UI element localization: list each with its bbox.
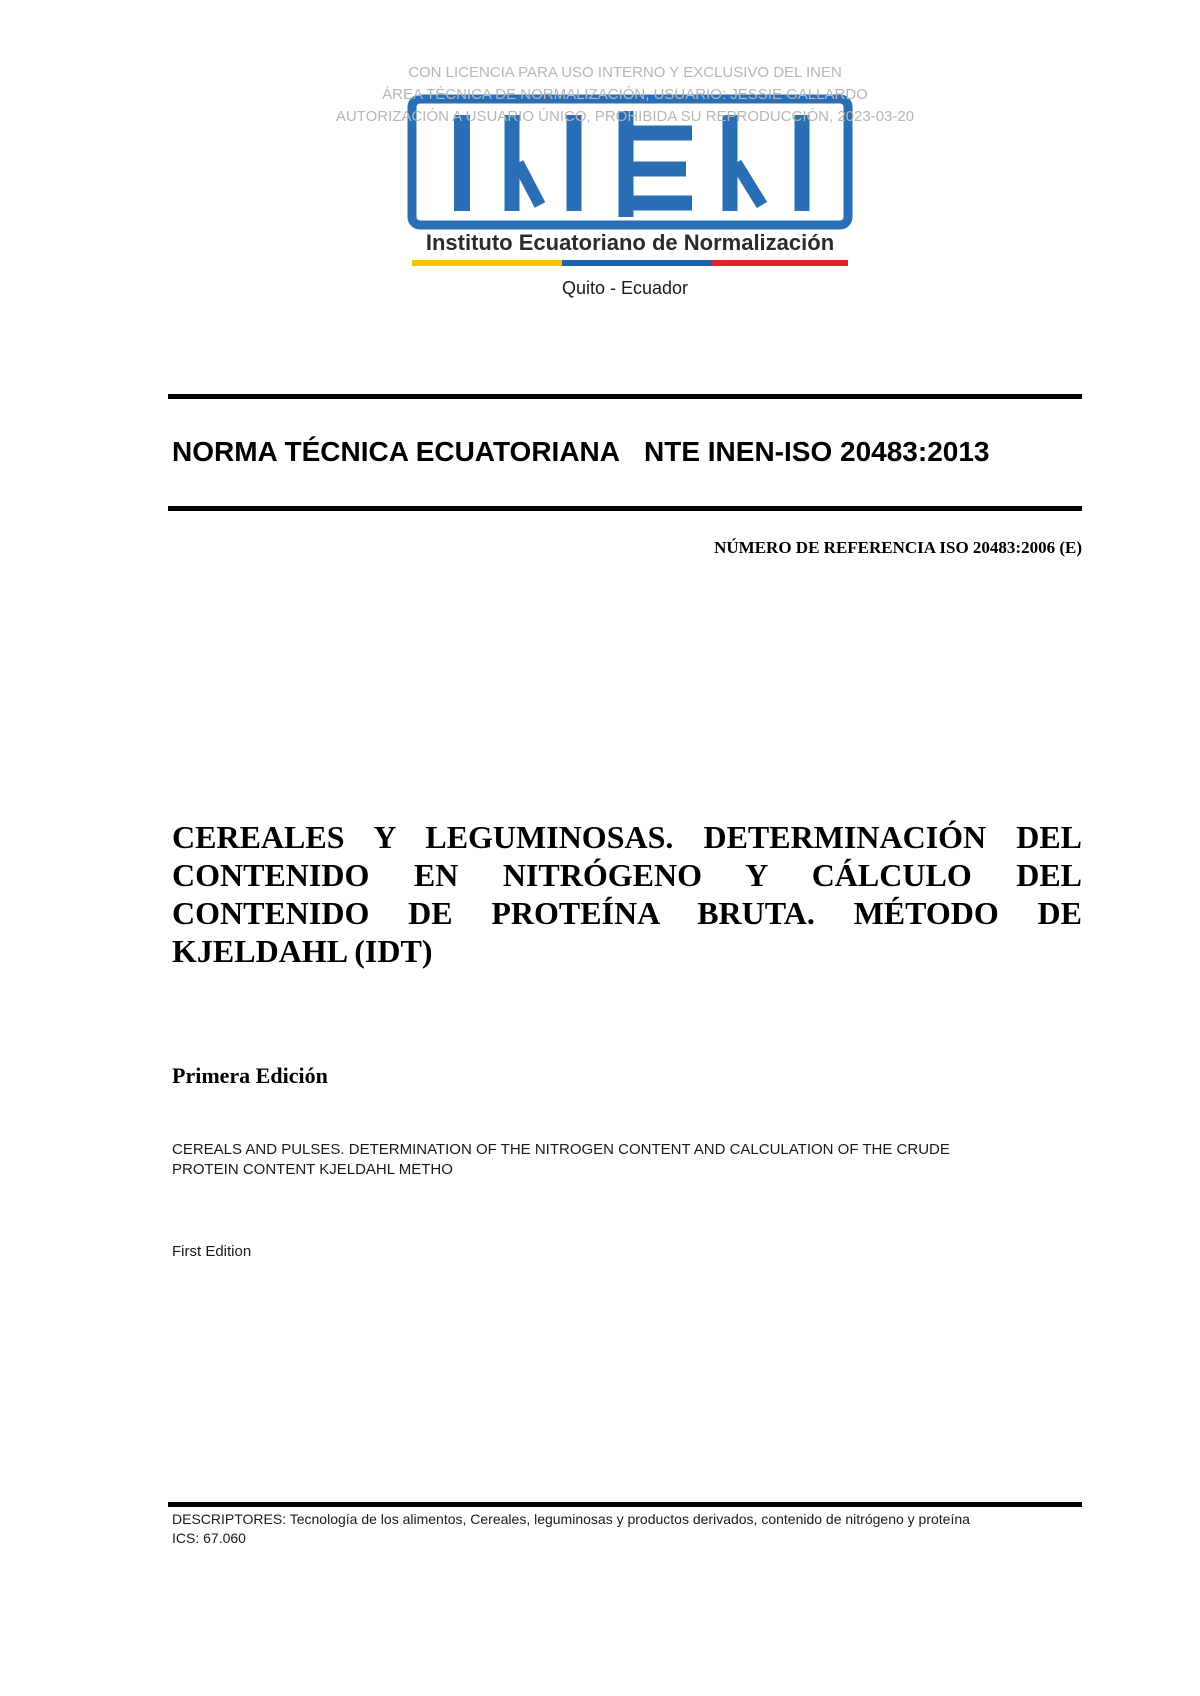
norm-title [172,436,990,468]
city-label: Quito - Ecuador [561,278,689,298]
watermark-line-1: CON LICENCIA PARA USO INTERNO Y EXCLUSIVO DEL INEN [408,64,842,81]
logo-institute-name: Instituto Ecuatoriano de Normalización [425,230,835,255]
watermark-line-3: AUTORIZACIÓN A USUARIO ÚNICO, PROHIBIDA SU REPRODUCCIÓN, 2023-03-20 [335,108,915,125]
title-en-line-1: CEREALS AND PULSES. DETERMINATION OF THE NITROGEN CONTENT AND CALCULATION OF THE CRUDE [172,1141,950,1158]
document-title-en [172,1140,1072,1180]
middle-rule [168,506,1082,511]
title-en-line-2: PROTEIN CONTENT KJELDAHL METHO [172,1161,453,1178]
norm-type: NORMA TÉCNICA ECUATORIANA [172,436,620,467]
top-rule [168,394,1082,399]
document-title-es: CEREALES Y LEGUMINOSAS. DETERMINACIÓN DEL CONTENIDO EN NITRÓGENO Y CÁLCULO DEL CONTENIDO DE PROTEÍNA BRUTA. MÉTODO DE KJELDAHL (IDT) [172,819,1082,969]
descriptors-text: DESCRIPTORES: Tecnología de los alimentos, Cereales, leguminosas y productos derivados, contenido de nitrógeno y proteína [172,1511,970,1527]
descriptors-block [172,1510,1062,1548]
logo-letter-n1 [512,115,574,211]
ics-code: ICS: 67.060 [172,1530,246,1546]
license-watermark [0,62,1200,128]
reference-number: NÚMERO DE REFERENCIA ISO 20483:2006 (E) [714,538,1082,557]
logo-stripe-blue [562,260,712,266]
logo-stripe-yellow [412,260,562,266]
edition-en: First Edition [172,1243,252,1260]
logo-stripe-red [712,260,848,266]
norm-code: NTE INEN-ISO 20483:2013 [644,436,990,467]
watermark-line-2: ÁREA TÉCNICA DE NORMALIZACIÓN, USUARIO: JESSIE GALLARDO [382,86,868,103]
bottom-rule [168,1502,1082,1507]
logo-letter-n2 [730,115,802,211]
edition-es: Primera Edición [172,1063,328,1088]
